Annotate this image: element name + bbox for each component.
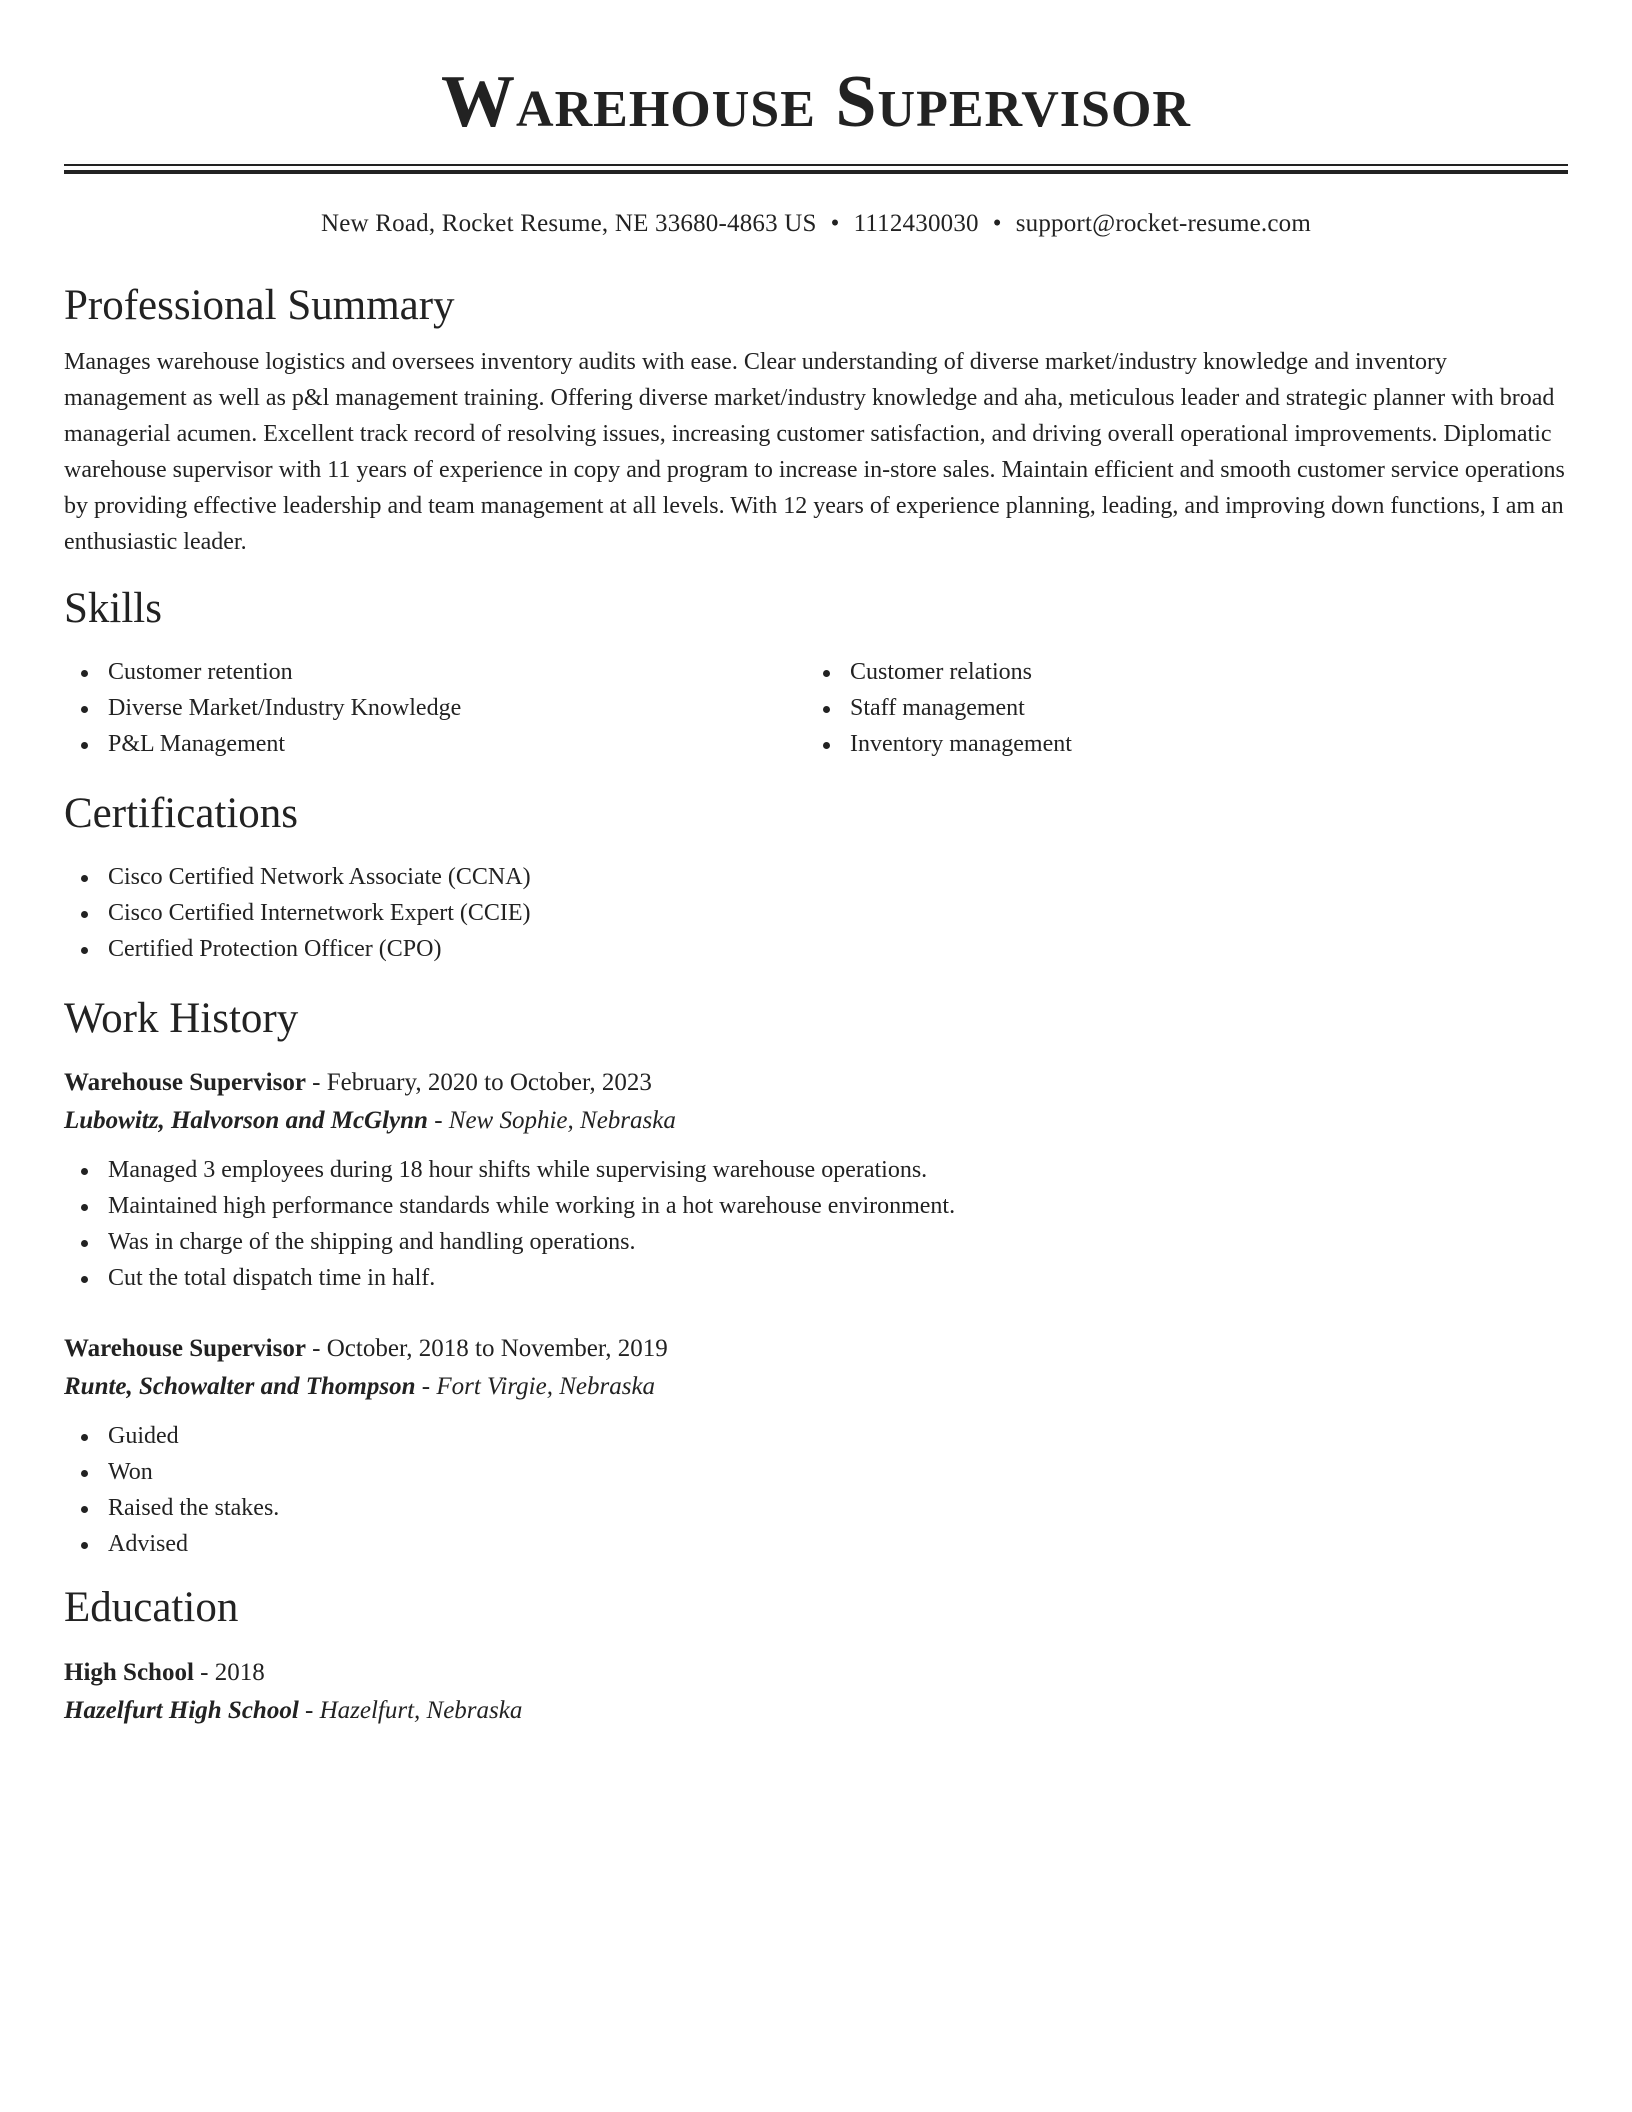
skill-item: Inventory management — [806, 726, 1548, 762]
job-entry — [64, 1330, 1568, 1562]
job-bullets — [64, 1152, 1568, 1296]
job-bullet: Advised — [64, 1526, 1568, 1562]
section-title-summary: Professional Summary — [64, 282, 455, 329]
job-bullet: Was in charge of the shipping and handling operations. — [64, 1224, 1568, 1260]
job-location: Fort Virgie, Nebraska — [436, 1373, 656, 1400]
job-bullets — [64, 1418, 1568, 1562]
skill-item: Diverse Market/Industry Knowledge — [64, 690, 806, 726]
section-title-education: Education — [64, 1584, 239, 1631]
job-bullet: Raised the stakes. — [64, 1490, 1568, 1526]
contact-line — [64, 208, 1568, 240]
job-entry — [64, 1064, 1568, 1296]
education-school-line — [64, 1692, 1568, 1730]
job-employer — [64, 1102, 1568, 1140]
job-company: Runte, Schowalter and Thompson — [64, 1373, 416, 1400]
job-heading — [64, 1064, 1568, 1102]
dash-separator: - — [298, 1697, 320, 1724]
job-bullet: Maintained high performance standards while working in a hot warehouse environment. — [64, 1188, 1568, 1224]
skills-list-right — [806, 654, 1548, 762]
education-year: 2018 — [214, 1659, 265, 1686]
header-divider — [64, 164, 1568, 174]
section-title-work-history: Work History — [64, 995, 299, 1042]
resume-name: Warehouse Supervisor — [441, 61, 1191, 143]
job-dates: February, 2020 to October, 2023 — [326, 1069, 652, 1096]
skills-list-left — [64, 654, 806, 762]
job-bullet: Managed 3 employees during 18 hour shifts while supervising warehouse operations. — [64, 1152, 1568, 1188]
dash-separator: - — [193, 1659, 215, 1686]
job-dates: October, 2018 to November, 2019 — [326, 1335, 668, 1362]
job-bullet: Cut the total dispatch time in half. — [64, 1260, 1568, 1296]
dash-separator: - — [305, 1335, 327, 1362]
job-bullet: Guided — [64, 1418, 1568, 1454]
skills-grid — [64, 654, 1568, 762]
education-location: Hazelfurt, Nebraska — [319, 1697, 523, 1724]
job-employer — [64, 1368, 1568, 1406]
contact-separator: • — [830, 210, 840, 237]
summary-text: Manages warehouse logistics and oversees inventory audits with ease. Clear understanding of diverse market/industry knowledge and inventory management as well as p&l management training. Offering diverse market/industry knowledge and aha, meticulous leader and strategic planner with broad managerial acumen. Excellent track record of resolving issues, increasing customer satisfaction, and driving overall operational improvements. Diplomatic warehouse supervisor with 11 years of experience in copy and program to increase in-store sales. Maintain efficient and smooth customer service operations by providing effective leadership and team management at all levels. With 12 years of experience planning, leading, and improving down functions, I am an enthusiastic leader. — [64, 349, 1565, 555]
skill-item: Customer retention — [64, 654, 806, 690]
contact-address: New Road, Rocket Resume, NE 33680-4863 US — [321, 210, 817, 237]
contact-separator: • — [992, 210, 1002, 237]
education-degree: High School — [64, 1659, 194, 1686]
dash-separator: - — [305, 1069, 327, 1096]
education-heading — [64, 1654, 1568, 1692]
certification-item: Certified Protection Officer (CPO) — [64, 931, 1568, 967]
job-role: Warehouse Supervisor — [64, 1335, 306, 1362]
job-heading — [64, 1330, 1568, 1368]
skill-item: P&L Management — [64, 726, 806, 762]
dash-separator: - — [415, 1373, 437, 1400]
certifications-list — [64, 859, 1568, 967]
education-school: Hazelfurt High School — [64, 1697, 299, 1724]
skill-item: Staff management — [806, 690, 1548, 726]
job-bullet: Won — [64, 1454, 1568, 1490]
education-entry — [64, 1654, 1568, 1730]
section-title-certifications: Certifications — [64, 790, 299, 837]
dash-separator: - — [427, 1107, 449, 1134]
certification-item: Cisco Certified Internetwork Expert (CCIE) — [64, 895, 1568, 931]
contact-phone: 1112430030 — [853, 210, 979, 237]
contact-email: support@rocket-resume.com — [1015, 210, 1311, 237]
section-title-skills: Skills — [64, 585, 162, 632]
skill-item: Customer relations — [806, 654, 1548, 690]
job-location: New Sophie, Nebraska — [448, 1107, 676, 1134]
job-role: Warehouse Supervisor — [64, 1069, 306, 1096]
certification-item: Cisco Certified Network Associate (CCNA) — [64, 859, 1568, 895]
job-company: Lubowitz, Halvorson and McGlynn — [64, 1107, 428, 1134]
